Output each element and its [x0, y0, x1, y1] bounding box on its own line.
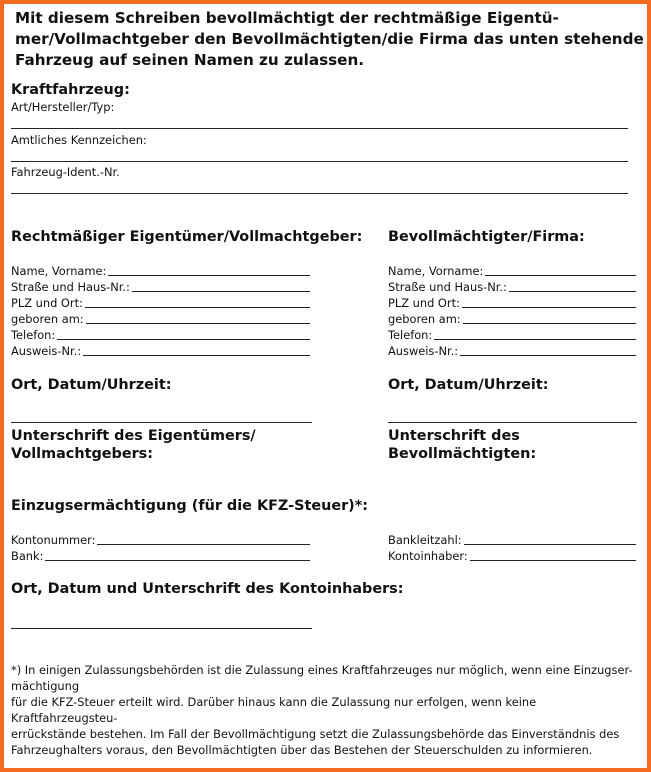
account-holder-signature-heading: Ort, Datum und Unterschrift des Kontoinhabers: — [11, 581, 404, 597]
field-line[interactable] — [462, 295, 636, 308]
field-line[interactable] — [132, 279, 310, 292]
field-line[interactable] — [108, 263, 310, 276]
field-label: Telefon: — [11, 328, 56, 342]
field-label: PLZ und Ort: — [388, 296, 460, 310]
agent-street-field[interactable] — [388, 279, 636, 295]
owner-signature-label — [11, 427, 256, 463]
agent-city-field[interactable] — [388, 295, 636, 311]
bank-code-field[interactable] — [388, 532, 636, 548]
footnote-line: *) In einigen Zulassungsbehörden ist die Zulassung eines Kraftfahrzeuges nur möglich, wenn eine Einzugser- — [11, 663, 633, 677]
field-line[interactable] — [97, 532, 310, 545]
title-line: Fahrzeug auf seinen Namen zu zulassen. — [15, 51, 365, 69]
account-holder-field[interactable] — [388, 548, 636, 564]
field-line[interactable] — [485, 263, 636, 276]
field-line[interactable] — [460, 343, 636, 356]
vin-label: Fahrzeug-Ident.-Nr. — [11, 165, 120, 179]
owner-phone-field[interactable] — [11, 327, 310, 343]
footnote-line: für die KFZ-Steuer erteilt wird. Darüber hinaus kann die Zulassung nur erfolgen, wenn keine Kraftfahrzeugsteu- — [11, 695, 537, 725]
field-line[interactable] — [509, 279, 636, 292]
field-line[interactable] — [434, 327, 636, 340]
field-label: Name, Vorname: — [11, 264, 107, 278]
field-line[interactable] — [470, 548, 636, 561]
footnote-line: Fahrzeughalters voraus, den Bevollmächtigten über das Bestehen der Steuerschulden zu informieren. — [11, 743, 593, 757]
title-line: mer/Vollmachtgeber den Bevollmächtigten/die Firma das unten stehende — [15, 30, 644, 48]
vehicle-type-label: Art/Hersteller/Typ: — [11, 100, 115, 114]
license-plate-label: Amtliches Kennzeichen: — [11, 133, 147, 147]
field-line[interactable] — [45, 548, 310, 561]
field-label: PLZ und Ort: — [11, 296, 83, 310]
license-plate-line[interactable] — [11, 161, 628, 162]
agent-birthdate-field[interactable] — [388, 311, 636, 327]
field-label: Bankleitzahl: — [388, 533, 462, 547]
vehicle-heading: Kraftfahrzeug: — [11, 82, 130, 98]
footnote — [11, 662, 639, 758]
field-label: Kontoinhaber: — [388, 549, 468, 563]
signature-label-line: Unterschrift des Eigentümers/ — [11, 428, 256, 444]
field-label: geboren am: — [388, 312, 461, 326]
title-line: Mit diesem Schreiben bevollmächtigt der rechtmäßige Eigentü- — [15, 9, 559, 27]
debit-heading: Einzugsermächtigung (für die KFZ-Steuer)*: — [11, 498, 369, 514]
footnote-line: mächtigung — [11, 679, 80, 693]
owner-place-date-heading: Ort, Datum/Uhrzeit: — [11, 377, 172, 393]
field-line[interactable] — [86, 311, 310, 324]
account-number-field[interactable] — [11, 532, 310, 548]
owner-place-date-line[interactable] — [11, 422, 312, 423]
field-label: Straße und Haus-Nr.: — [11, 280, 130, 294]
field-label: Name, Vorname: — [388, 264, 484, 278]
field-label: Telefon: — [388, 328, 433, 342]
field-line[interactable] — [57, 327, 310, 340]
agent-signature-label — [388, 427, 536, 463]
signature-label-line: Unterschrift des — [388, 428, 520, 444]
signature-label-line: Vollmachtgebers: — [11, 446, 154, 462]
agent-place-date-line[interactable] — [388, 422, 637, 423]
field-line[interactable] — [83, 343, 310, 356]
owner-street-field[interactable] — [11, 279, 310, 295]
owner-heading: Rechtmäßiger Eigentümer/Vollmachtgeber: — [11, 229, 363, 245]
field-label: Straße und Haus-Nr.: — [388, 280, 507, 294]
owner-birthdate-field[interactable] — [11, 311, 310, 327]
agent-place-date-heading: Ort, Datum/Uhrzeit: — [388, 377, 549, 393]
field-line[interactable] — [85, 295, 310, 308]
account-holder-signature-line[interactable] — [11, 628, 312, 629]
field-label: Ausweis-Nr.: — [11, 344, 82, 358]
field-line[interactable] — [464, 532, 636, 545]
document-title — [15, 8, 645, 71]
field-label: Ausweis-Nr.: — [388, 344, 459, 358]
agent-heading: Bevollmächtigter/Firma: — [388, 229, 585, 245]
field-line[interactable] — [463, 311, 636, 324]
owner-id-field[interactable] — [11, 343, 310, 359]
footnote-line: errückstände bestehen. Im Fall der Bevollmächtigung setzt die Zulassungsbehörde das Einverständnis des — [11, 727, 620, 741]
field-label: Bank: — [11, 549, 44, 563]
signature-label-line: Bevollmächtigten: — [388, 446, 537, 462]
vin-line[interactable] — [11, 193, 628, 194]
owner-name-field[interactable] — [11, 263, 310, 279]
vehicle-type-line[interactable] — [11, 128, 628, 129]
owner-city-field[interactable] — [11, 295, 310, 311]
agent-name-field[interactable] — [388, 263, 636, 279]
agent-phone-field[interactable] — [388, 327, 636, 343]
agent-id-field[interactable] — [388, 343, 636, 359]
field-label: geboren am: — [11, 312, 84, 326]
field-label: Kontonummer: — [11, 533, 96, 547]
bank-field[interactable] — [11, 548, 310, 564]
